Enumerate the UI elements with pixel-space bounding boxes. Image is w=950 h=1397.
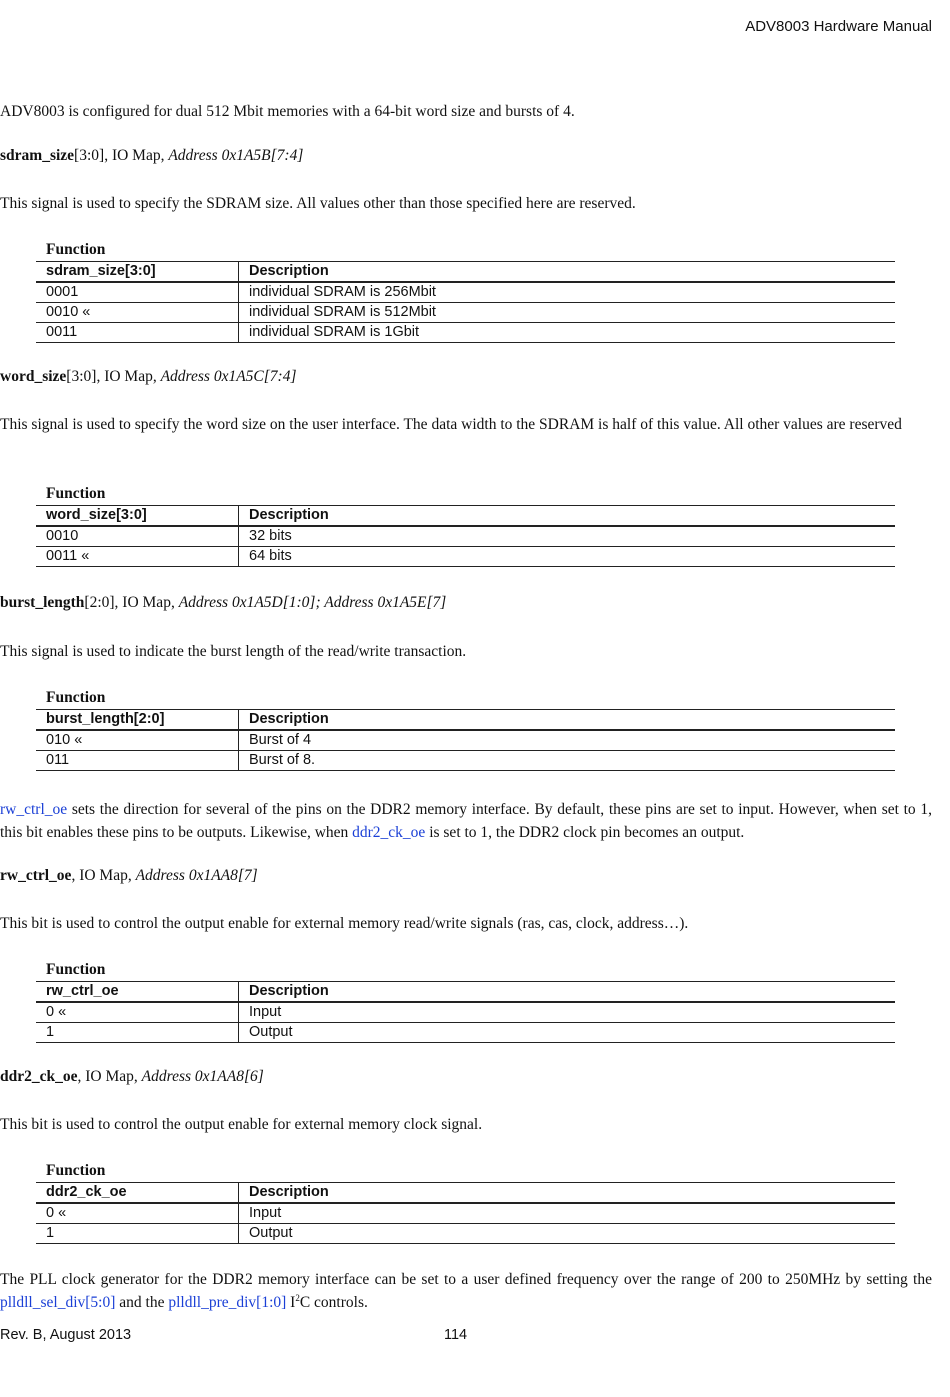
signal-bits: [2:0] [84, 594, 115, 611]
footer-revision: Rev. B, August 2013 [0, 1327, 132, 1343]
word-size-table [36, 483, 895, 567]
table-function-label: Function [46, 485, 106, 502]
paragraph-text: The PLL clock generator for the DDR2 memory interface can be set to a user defined frequency over the range of 200 to 250MHz by setting the [0, 1271, 932, 1288]
table-header-row [36, 710, 895, 731]
page-header: ADV8003 Hardware Manual [745, 18, 932, 35]
table-cell-value: 0011 [36, 323, 239, 343]
paragraph-text: is set to 1, the DDR2 clock pin becomes an output. [425, 824, 745, 841]
table-cell-value: 0011 « [36, 547, 239, 567]
table-cell-description: Input [239, 1203, 896, 1224]
rw-ctrl-oe-table [36, 959, 895, 1043]
table-header-description: Description [239, 262, 896, 283]
table-header-row [36, 982, 895, 1003]
table-cell-description: 32 bits [239, 526, 896, 547]
table-cell-value: 0 « [36, 1002, 239, 1023]
sdram-size-table [36, 239, 895, 343]
signal-address: Address 0x1AA8[7] [135, 867, 258, 884]
signal-bits: [3:0] [66, 368, 97, 385]
table-cell-description: individual SDRAM is 1Gbit [239, 323, 896, 343]
paragraph-text: sets the direction for several of the pins on the DDR2 memory interface. By default, these pins are set to input. However, when set to 1, this bit enables these pins to be outputs. Likewise, when [0, 801, 932, 841]
burst-length-table [36, 687, 895, 771]
table-header-value: rw_ctrl_oe [36, 982, 239, 1003]
table-cell-value: 0010 « [36, 303, 239, 323]
signal-name: word_size [0, 368, 67, 385]
word-size-signal-heading [0, 368, 297, 386]
ddr2-ck-oe-table [36, 1160, 895, 1244]
table-row [36, 1203, 895, 1224]
table-row [36, 547, 895, 567]
signal-bits: [3:0] [74, 147, 105, 164]
sdram-size-description: This signal is used to specify the SDRAM size. All values other than those specified here are reserved. [0, 195, 636, 212]
ddr2-ck-oe-signal-heading [0, 1068, 264, 1086]
signal-address: Address 0x1A5B[7:4] [168, 147, 304, 164]
table-cell-value: 1 [36, 1023, 239, 1043]
table-row [36, 1023, 895, 1043]
rw-ctrl-oe-signal-heading [0, 867, 258, 885]
sdram-size-signal-heading [0, 147, 303, 165]
burst-length-description: This signal is used to indicate the burst length of the read/write transaction. [0, 643, 467, 660]
table-cell-description: Input [239, 1002, 896, 1023]
table-row [36, 1002, 895, 1023]
signal-name: burst_length [0, 594, 85, 611]
table-header-value: burst_length[2:0] [36, 710, 239, 731]
table-row [36, 323, 895, 343]
signal-map: , IO Map, [104, 147, 169, 164]
paragraph-text: C controls. [299, 1294, 368, 1311]
signal-map: , IO Map, [114, 594, 179, 611]
table-row [36, 751, 895, 771]
table-header-row [36, 506, 895, 527]
pll-paragraph [0, 1268, 932, 1314]
table-header-value: ddr2_ck_oe [36, 1183, 239, 1204]
ddr2-ck-oe-description: This bit is used to control the output enable for external memory clock signal. [0, 1116, 483, 1133]
paragraph-text: and the [115, 1294, 169, 1311]
table-header-value: word_size[3:0] [36, 506, 239, 527]
ddr2-ck-oe-link[interactable]: ddr2_ck_oe [352, 824, 426, 841]
paragraph-text: I [286, 1294, 296, 1311]
table-header-row [36, 1183, 895, 1204]
rw-ctrl-oe-description: This bit is used to control the output enable for external memory read/write signals (ras, cas, clock, address…). [0, 915, 689, 932]
table-row [36, 526, 895, 547]
table-row [36, 730, 895, 751]
signal-map: , IO Map, [77, 1068, 142, 1085]
signal-address: Address 0x1A5C[7:4] [160, 368, 297, 385]
rw-ctrl-intro-paragraph [0, 798, 932, 844]
table-cell-value: 0001 [36, 282, 239, 303]
intro-paragraph: ADV8003 is configured for dual 512 Mbit memories with a 64-bit word size and bursts of 4. [0, 103, 575, 120]
table-cell-description: Output [239, 1023, 896, 1043]
table-header-description: Description [239, 710, 896, 731]
table-function-label: Function [46, 1162, 106, 1179]
table-cell-description: Burst of 4 [239, 730, 896, 751]
table-cell-description: Burst of 8. [239, 751, 896, 771]
table-cell-description: individual SDRAM is 256Mbit [239, 282, 896, 303]
rw-ctrl-oe-link[interactable]: rw_ctrl_oe [0, 801, 68, 818]
table-row [36, 303, 895, 323]
footer-page-number: 114 [444, 1327, 468, 1343]
table-function-label: Function [46, 961, 106, 978]
signal-map: , IO Map, [96, 368, 161, 385]
table-function-label: Function [46, 241, 106, 258]
table-header-description: Description [239, 506, 896, 527]
signal-name: sdram_size [0, 147, 75, 164]
signal-name: rw_ctrl_oe [0, 867, 72, 884]
plldll-pre-div-link[interactable]: plldll_pre_div[1:0] [168, 1294, 287, 1311]
table-cell-description: individual SDRAM is 512Mbit [239, 303, 896, 323]
table-cell-value: 0 « [36, 1203, 239, 1224]
table-cell-description: Output [239, 1224, 896, 1244]
signal-name: ddr2_ck_oe [0, 1068, 78, 1085]
burst-length-signal-heading [0, 594, 446, 612]
word-size-description: This signal is used to specify the word size on the user interface. The data width to the SDRAM is half of this value. All other values are reserved [0, 416, 902, 433]
table-cell-value: 1 [36, 1224, 239, 1244]
signal-map: , IO Map, [71, 867, 136, 884]
superscript: 2 [295, 1292, 300, 1303]
table-cell-description: 64 bits [239, 547, 896, 567]
signal-address: Address 0x1A5D[1:0]; Address 0x1A5E[7] [178, 594, 447, 611]
table-header-description: Description [239, 982, 896, 1003]
table-cell-value: 011 [36, 751, 239, 771]
signal-address: Address 0x1AA8[6] [141, 1068, 264, 1085]
table-row [36, 282, 895, 303]
table-header-row [36, 262, 895, 283]
table-row [36, 1224, 895, 1244]
table-header-description: Description [239, 1183, 896, 1204]
table-cell-value: 0010 [36, 526, 239, 547]
table-function-label: Function [46, 689, 106, 706]
table-header-value: sdram_size[3:0] [36, 262, 239, 283]
table-cell-value: 010 « [36, 730, 239, 751]
plldll-sel-div-link[interactable]: plldll_sel_div[5:0] [0, 1294, 116, 1311]
